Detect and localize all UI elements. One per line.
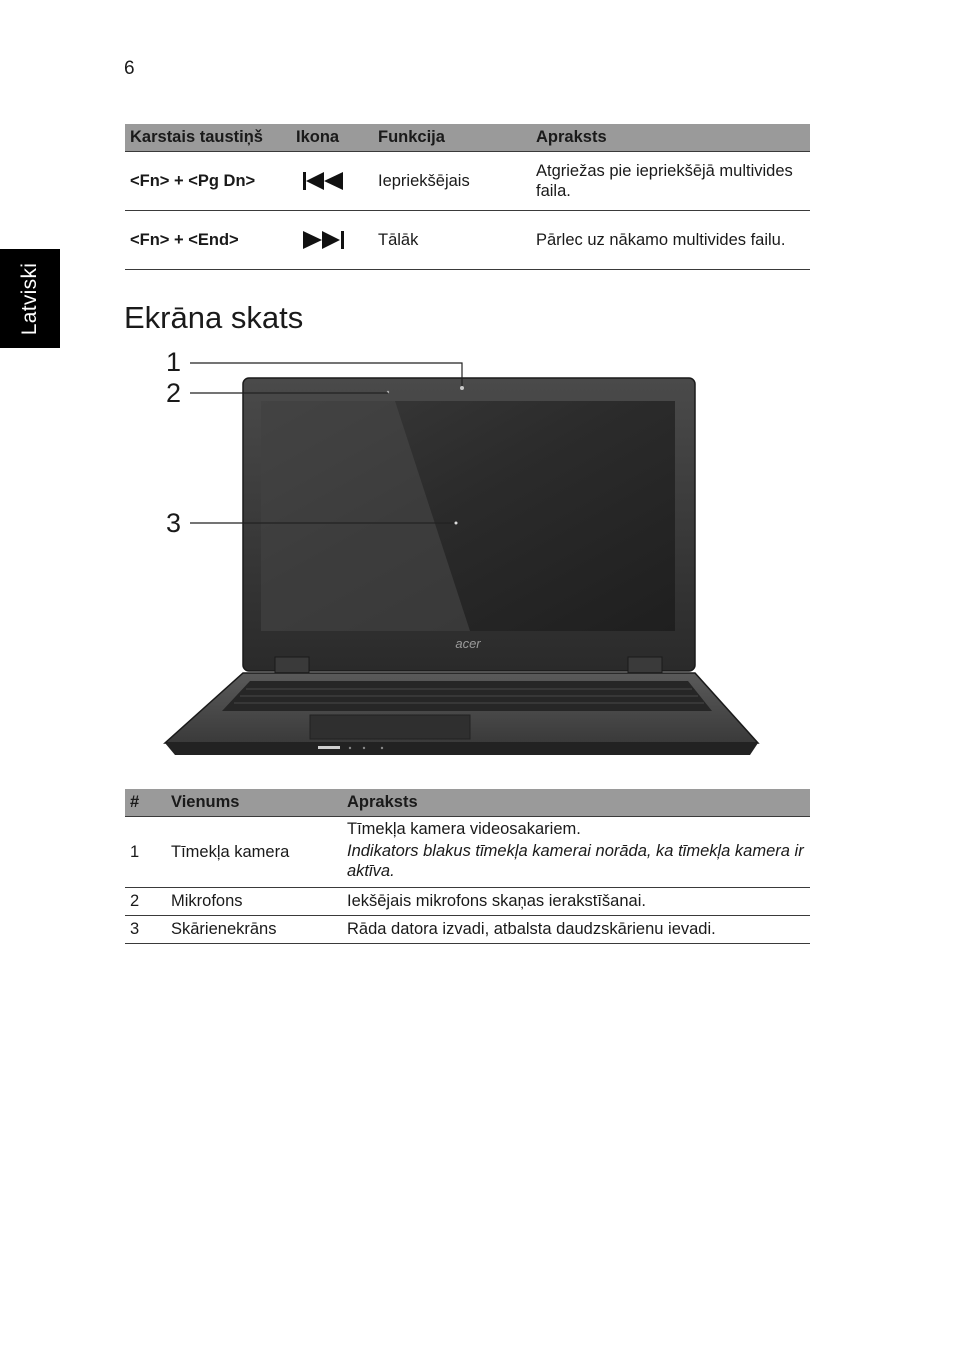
brand-logo: acer xyxy=(455,636,481,651)
column-header: Ikona xyxy=(291,124,373,152)
callout-point-3 xyxy=(455,522,458,525)
items-table xyxy=(125,789,810,944)
item-number-cell: 3 xyxy=(125,916,166,944)
column-header: Vienums xyxy=(166,789,342,817)
item-name-cell: Tīmekļa kamera xyxy=(166,817,342,888)
description-cell: Pārlec uz nākamo multivides failu. xyxy=(531,211,810,270)
next-track-icon xyxy=(302,230,348,250)
column-header: Apraksts xyxy=(531,124,810,152)
item-number-cell: 1 xyxy=(125,817,166,888)
status-indicator xyxy=(318,746,340,749)
description-cell xyxy=(342,817,810,888)
language-label: Latviski xyxy=(18,262,41,335)
table-row xyxy=(125,916,810,944)
item-number-cell: 2 xyxy=(125,888,166,916)
base-front-edge xyxy=(165,743,758,755)
page-number: 6 xyxy=(124,58,135,79)
icon-cell xyxy=(291,211,373,270)
section-title: Ekrāna skats xyxy=(124,300,304,335)
hotkey-table xyxy=(125,124,810,270)
function-cell: Tālāk xyxy=(373,211,531,270)
status-indicator xyxy=(349,747,351,749)
column-header: Karstais taustiņš xyxy=(125,124,291,152)
column-header: Apraksts xyxy=(342,789,810,817)
table-row xyxy=(125,888,810,916)
item-note: Indikators blakus tīmekļa kamerai norāda, ka tīmekļa kamera ir aktīva. xyxy=(347,842,804,880)
touchpad xyxy=(310,715,470,739)
status-indicator xyxy=(363,747,365,749)
table-header-row xyxy=(125,789,810,817)
icon-cell xyxy=(291,152,373,211)
callout-number-2: 2 xyxy=(166,378,182,408)
hotkey-cell: <Fn> + <Pg Dn> xyxy=(125,152,291,211)
table-row xyxy=(125,817,810,888)
status-indicator xyxy=(381,747,383,749)
column-header: Funkcija xyxy=(373,124,531,152)
laptop-front-view-illustration xyxy=(150,345,770,770)
webcam-lens xyxy=(460,386,464,390)
item-description: Tīmekļa kamera videosakariem. xyxy=(347,820,581,838)
hotkey-cell: <Fn> + <End> xyxy=(125,211,291,270)
item-name-cell: Skārienekrāns xyxy=(166,916,342,944)
callout-number-1: 1 xyxy=(166,347,182,377)
table-row xyxy=(125,152,810,211)
description-cell: Iekšējais mikrofons skaņas ierakstīšanai. xyxy=(342,888,810,916)
language-side-tab xyxy=(0,249,60,348)
previous-track-icon xyxy=(302,171,348,191)
table-row xyxy=(125,211,810,270)
description-cell: Rāda datora izvadi, atbalsta daudzskārienu ievadi. xyxy=(342,916,810,944)
function-cell: Iepriekšējais xyxy=(373,152,531,211)
callout-number-3: 3 xyxy=(166,508,182,538)
description-cell: Atgriežas pie iepriekšējā multivides faila. xyxy=(531,152,810,211)
table-header-row xyxy=(125,124,810,152)
column-header: # xyxy=(125,789,166,817)
item-name-cell: Mikrofons xyxy=(166,888,342,916)
